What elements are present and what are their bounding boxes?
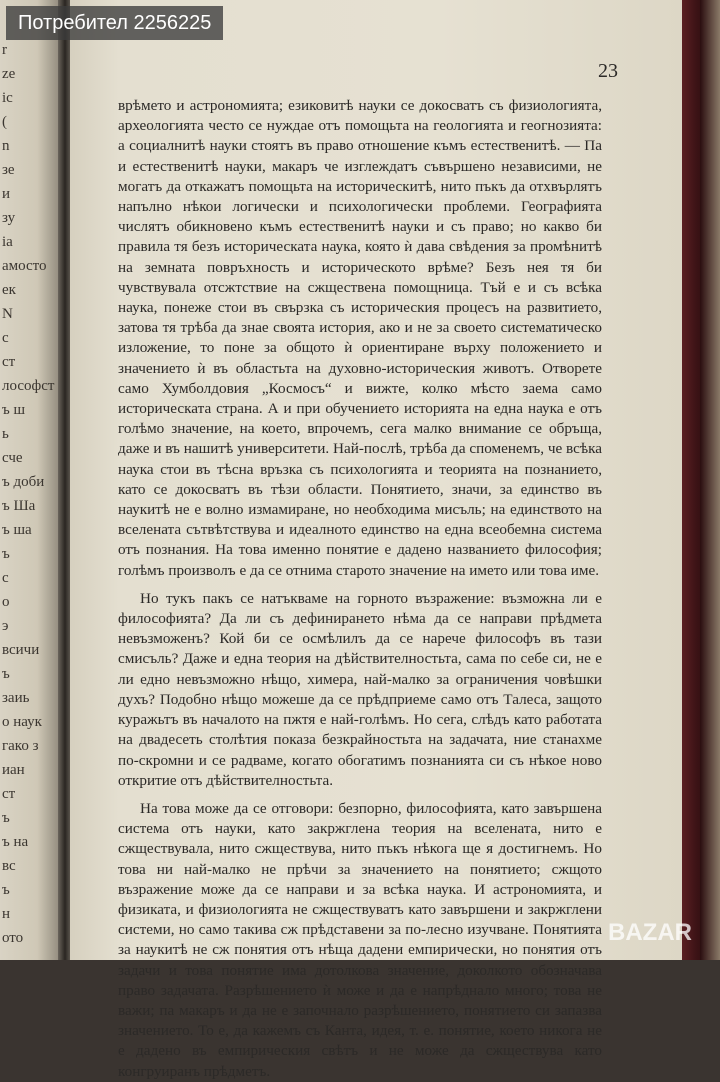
svg-text:BAZAR: BAZAR: [608, 919, 692, 946]
left-page-fragment: вс: [2, 858, 16, 874]
left-page-fragment: ъ: [2, 810, 10, 826]
left-page-fragment: N: [2, 306, 13, 322]
left-page-fragment: ъ Ша: [2, 498, 36, 514]
left-page-fragment: иан: [2, 762, 25, 778]
left-page-fragment: ъ: [2, 666, 10, 682]
left-page-fragment: зу: [2, 210, 16, 226]
left-page-fragment: r: [2, 42, 7, 58]
left-page-fragment: ze: [2, 66, 16, 82]
left-page-fragment: и: [2, 186, 11, 202]
left-page-fragment: ia: [2, 234, 13, 250]
left-page-edge: [0, 0, 62, 960]
left-page-fragment: o: [2, 594, 10, 610]
left-page-fragment: ъ доби: [2, 474, 45, 490]
left-page-fragment: о наук: [2, 714, 42, 730]
left-page-fragment: зе: [2, 162, 15, 178]
bazar-logo-icon: [608, 912, 700, 950]
left-page-fragment: лософст: [2, 378, 55, 394]
left-page-fragment: заиь: [2, 690, 30, 706]
left-page-fragment: с: [2, 330, 9, 346]
user-watermark: Потребител 2256225: [6, 6, 223, 40]
left-page-fragment: ст: [2, 786, 16, 802]
left-page-fragment: ъ ша: [2, 522, 32, 538]
left-page-fragment: (: [2, 114, 7, 130]
page-number: 23: [598, 60, 618, 82]
left-page-fragment: n: [2, 138, 10, 154]
left-page-fragment: ъ на: [2, 834, 29, 850]
left-page-fragment: ото: [2, 930, 24, 946]
left-page-fragment: сче: [2, 450, 23, 466]
left-page-fragment: ъ: [2, 546, 10, 562]
left-page-fragment: гако з: [2, 738, 39, 754]
left-page-fragment: c: [2, 570, 9, 586]
left-page-fragment: ъ ш: [2, 402, 26, 418]
paragraph: Но тукъ пакъ се натъкваме на горното възражение: възможна ли е философията? Да ли съ дефинирането нѣма да се направи прѣдмета невъзможенъ? Кой би се осмѣлилъ да се нарече философъ въ тази смисъль? Даже и една теория на дѣйствителностьта, сама по себе си, не е ли едно невъзможно нѣщо, химера, най-малко за ограничения човѣшки духъ? Подобно нѣщо можеше да се прѣдприеме само отъ Талеса, защото куражьтъ въ началото на пжтя е най-голѣмъ. Но сега, слѣдъ като работата на двадесеть столѣтия показа безкрайностьта на задачата, ние станахме по-скромни и се радваме, когато обогатимъ познанията си съ нѣкое ново откритие отъ дѣйствителностьта.: [118, 589, 602, 789]
paragraph: На това може да се отговори: безпорно, философията, като завършена система отъ науки, като закржглена теория на вселената, нито е сжществувала, нито сжществува, нито пъкъ нѣкога ще я достигнемъ. Но това ни най-малко не прѣчи за значението на понятието; сжщото възражение може да се направи и за всѣка наука. И астрономията, и физиката, и физиологията не сжществуватъ като завършени и закржглени системи, но само такива сж прѣдставени за по-лесно изучване. Понятията за наукитѣ не сж понятия отъ нѣща дадени емпирически, но понятия отъ задачи и това понятие има дотолкова значение, доколкото обозначава право задачата. Разрѣшението ѝ може и да е напрѣднало много; това не важи; па макаръ и да не е започнало разрѣшението, понятието си запазва значението. То е, да кажемъ съ Канта, идея, т. е. понятие, което никога не е дадено въ емпирическия свѣтъ и не може да сжществува като конгруиранъ прѣдметъ.: [118, 799, 602, 1080]
left-page-fragment: ст: [2, 354, 16, 370]
paragraph: врѣмето и астрономията; езиковитѣ науки се докосватъ съ физиологията, археологията често се нуждае отъ помощьта на геологията и геогнозията: а социалнитѣ науки стоятъ въ право отношение къмъ естественитѣ. — Па и естественитѣ науки, макаръ че изглеждатъ съвършено независими, не могатъ да откажатъ помощьта на историческитѣ, нито пъкъ да отхвърлятъ напълно нѣкои логически и психологически проблеми. Географията числятъ обикновено къмъ естественитѣ науки и съ право; но какво би правила тя безъ историческата наука, която ѝ дава свѣдения за промѣнитѣ на земната повръхность и историческото врѣме? Безъ нея тя би чувствувала отсжтствие на сжществена помощница. Тъй е и съ всѣка наука, понеже стои въ свързка съ историческия процесъ на развитието, затова тя трѣба да знае своята история, ако и не за своето систематическо изложение, то поне за общото ѝ ориентиране върху положението и значението ѝ въ областьта на духовно-историческия животъ. Отворете само Хумболдовия „Космосъ“ и вижте, колко мѣсто заема само историческата страна. А и при обучението историята на една наука е отъ голѣмо значение, на което, впрочемъ, сега малко внимание се обръща, даже и въ нашитѣ университети. Най-послѣ, трѣба да споменемъ, че всѣка наука стои въ тѣсна връзка съ психологията и теорията на познанието, като се докосватъ въ тѣзи области. Понятието, значи, за единство въ наукитѣ не е волно измамиране, но необходима мисъль; на единството на вселената сътвѣтствува и идеалното единство на една всеобемна система отъ познания. На това именно понятие е дадено названието философия; голѣмъ произволъ е да се отнима старото значение на името или това име.: [118, 97, 602, 579]
book-cover-spine: [700, 0, 720, 960]
left-page-fragment: ic: [2, 90, 13, 106]
left-page-fragment: ек: [2, 282, 16, 298]
left-page-fragment: амосто: [2, 258, 47, 274]
page-body: [118, 96, 602, 1082]
left-page-fragment: э: [2, 618, 9, 634]
left-page-fragment: ъ: [2, 882, 10, 898]
left-page-fragment: н: [2, 906, 11, 922]
left-page-fragment: всичи: [2, 642, 40, 658]
left-page-fragment: ь: [2, 426, 9, 442]
